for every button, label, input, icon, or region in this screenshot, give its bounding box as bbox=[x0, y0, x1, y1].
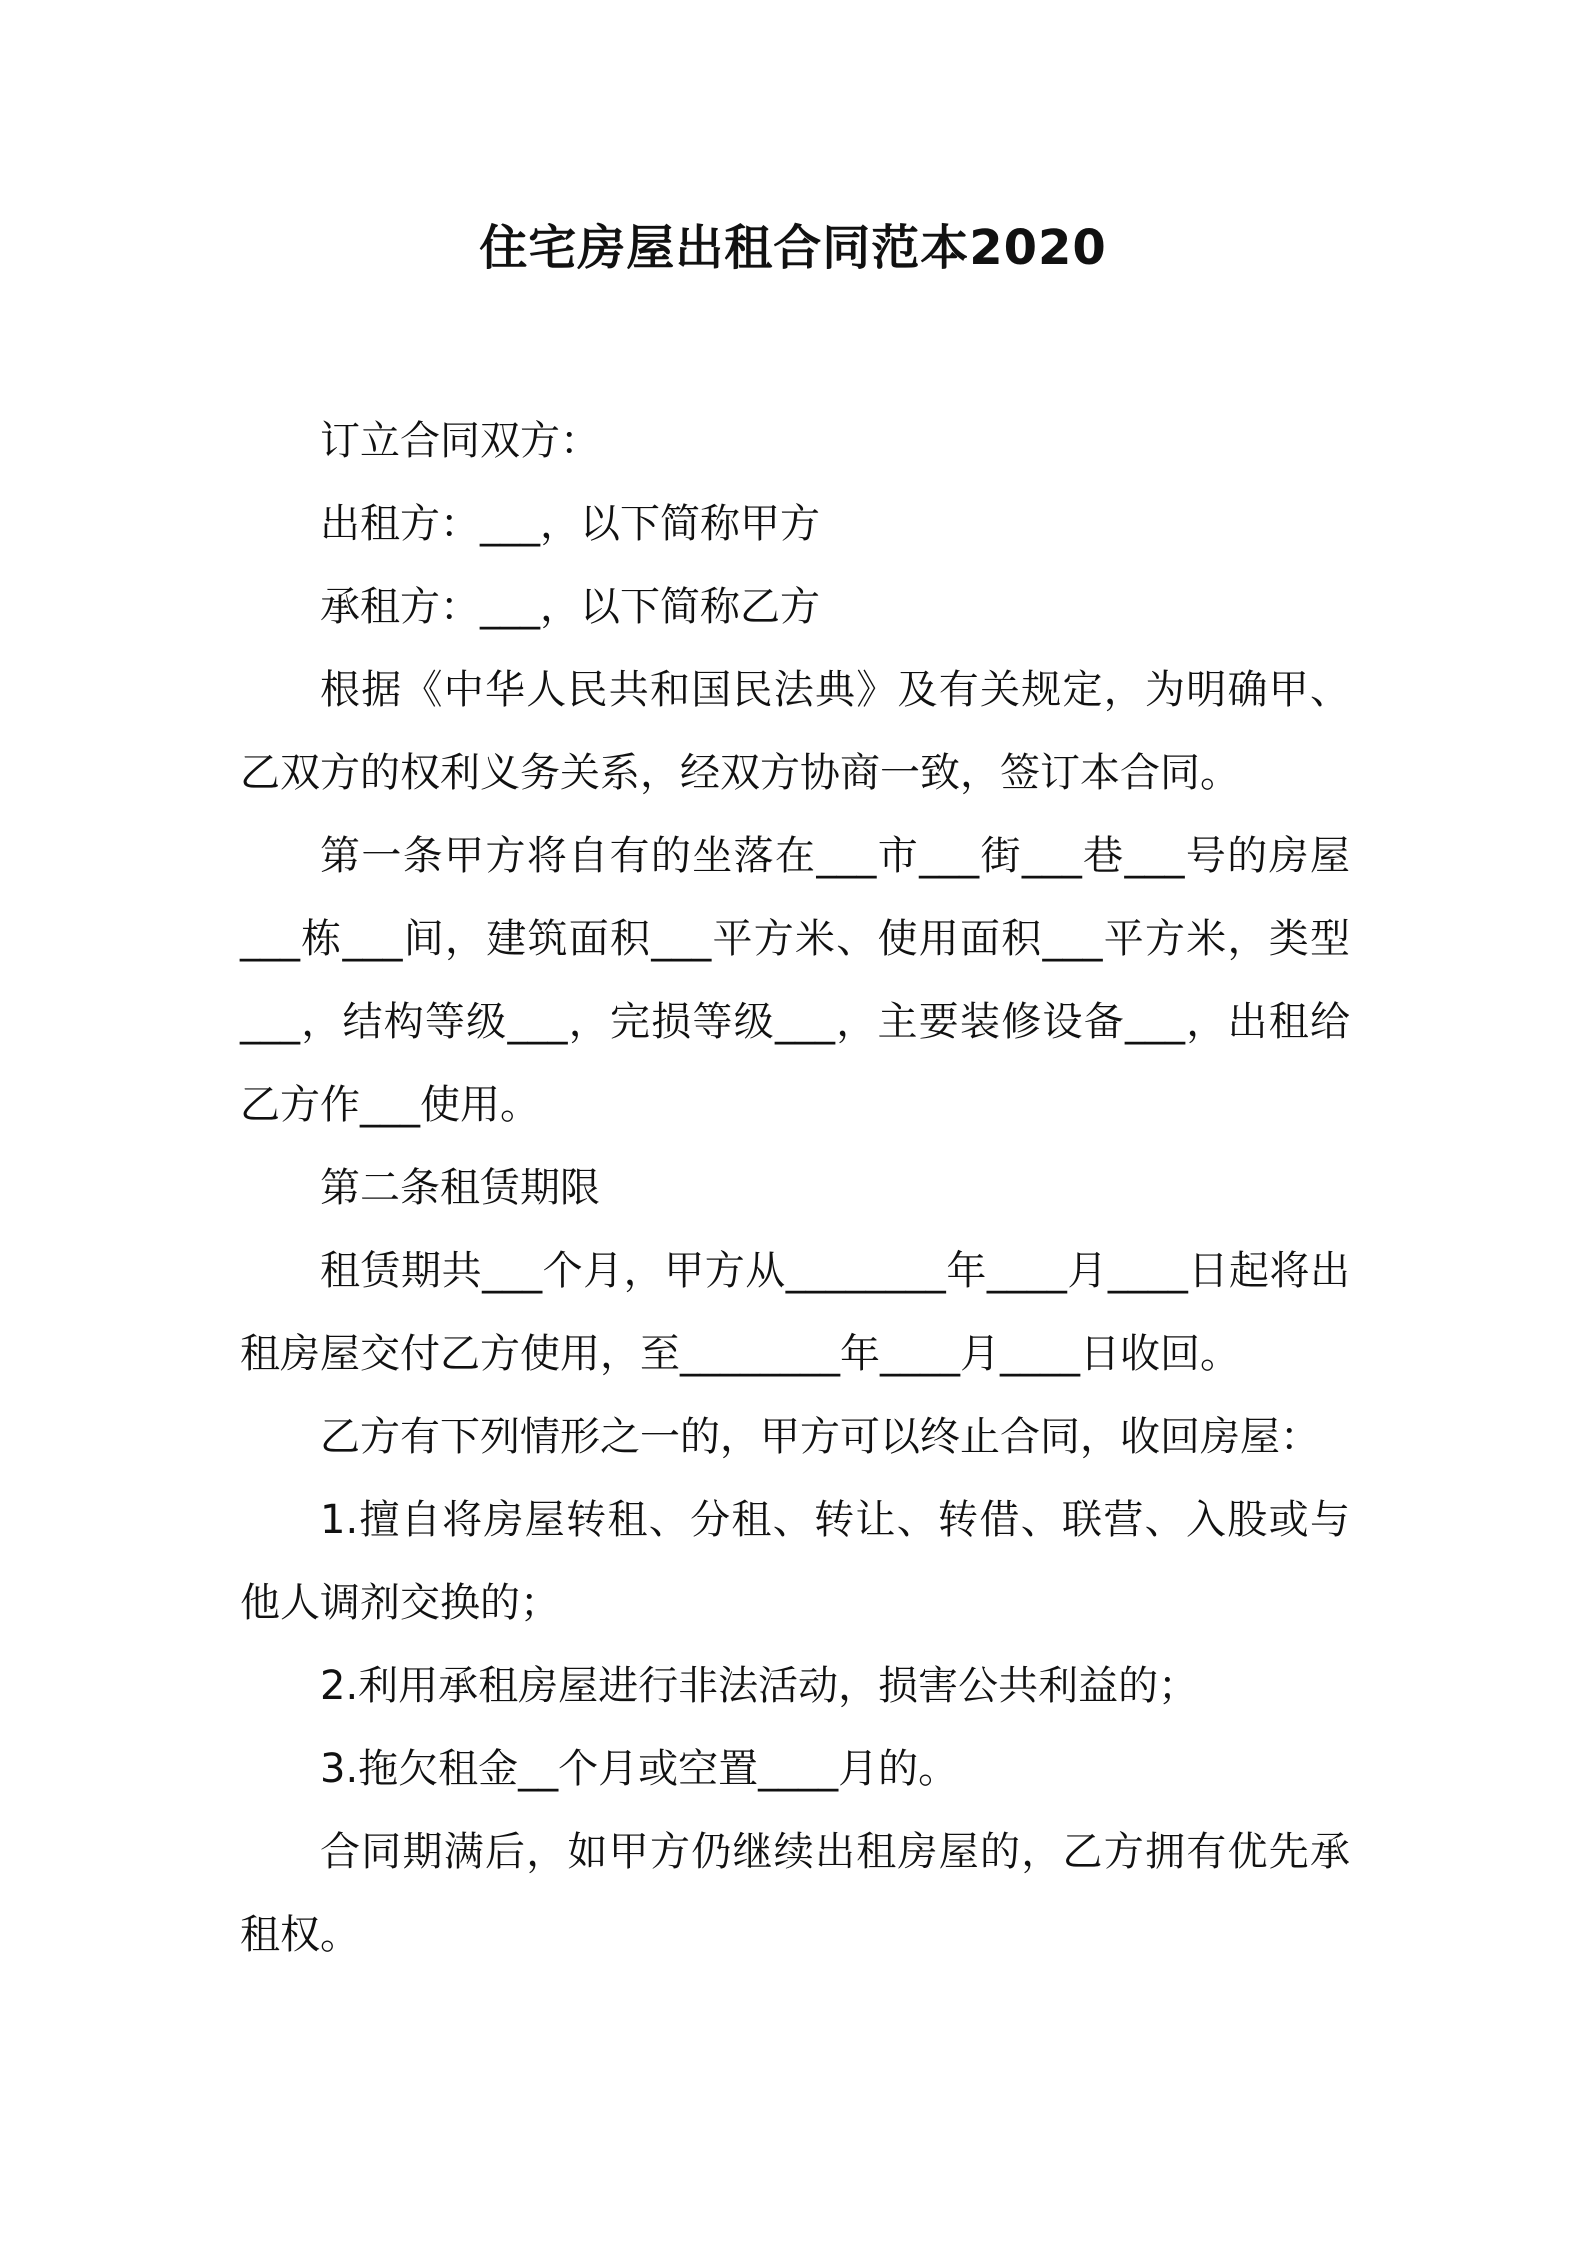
paragraph-lessor: 出租方：___，以下简称甲方 bbox=[320, 501, 820, 547]
paragraph-article-2-heading: 第二条租赁期限 bbox=[320, 1165, 600, 1211]
document-body bbox=[240, 400, 1350, 1977]
paragraph-lessee: 承租方：___，以下简称乙方 bbox=[320, 584, 820, 630]
paragraph-priority-right: 合同期满后，如甲方仍继续出租房屋的，乙方拥有优先承租权。 bbox=[240, 1829, 1350, 1958]
paragraph-condition-3: 3.拖欠租金__个月或空置____月的。 bbox=[320, 1746, 959, 1792]
paragraph-lease-term: 租赁期共___个月，甲方从________年____月____日起将出租房屋交付乙方使用，至________年____月____日收回。 bbox=[240, 1248, 1350, 1377]
paragraph-condition-2: 2.利用承租房屋进行非法活动，损害公共利益的； bbox=[320, 1663, 1199, 1709]
paragraph-parties-heading: 订立合同双方： bbox=[320, 418, 600, 464]
paragraph-termination-conditions: 乙方有下列情形之一的，甲方可以终止合同，收回房屋： bbox=[320, 1414, 1320, 1460]
paragraph-condition-1: 1.擅自将房屋转租、分租、转让、转借、联营、入股或与他人调剂交换的； bbox=[240, 1497, 1350, 1626]
document-title: 住宅房屋出租合同范本2020 bbox=[479, 220, 1107, 276]
paragraph-legal-basis: 根据《中华人民共和国民法典》及有关规定，为明确甲、乙双方的权利义务关系，经双方协商一致，签订本合同。 bbox=[240, 667, 1350, 796]
paragraph-article-1: 第一条甲方将自有的坐落在___市___街___巷___号的房屋___栋___间，建筑面积___平方米、使用面积___平方米，类型___，结构等级___，完损等级___，主要装修设备___，出租给乙方作___使用。 bbox=[240, 833, 1350, 1128]
